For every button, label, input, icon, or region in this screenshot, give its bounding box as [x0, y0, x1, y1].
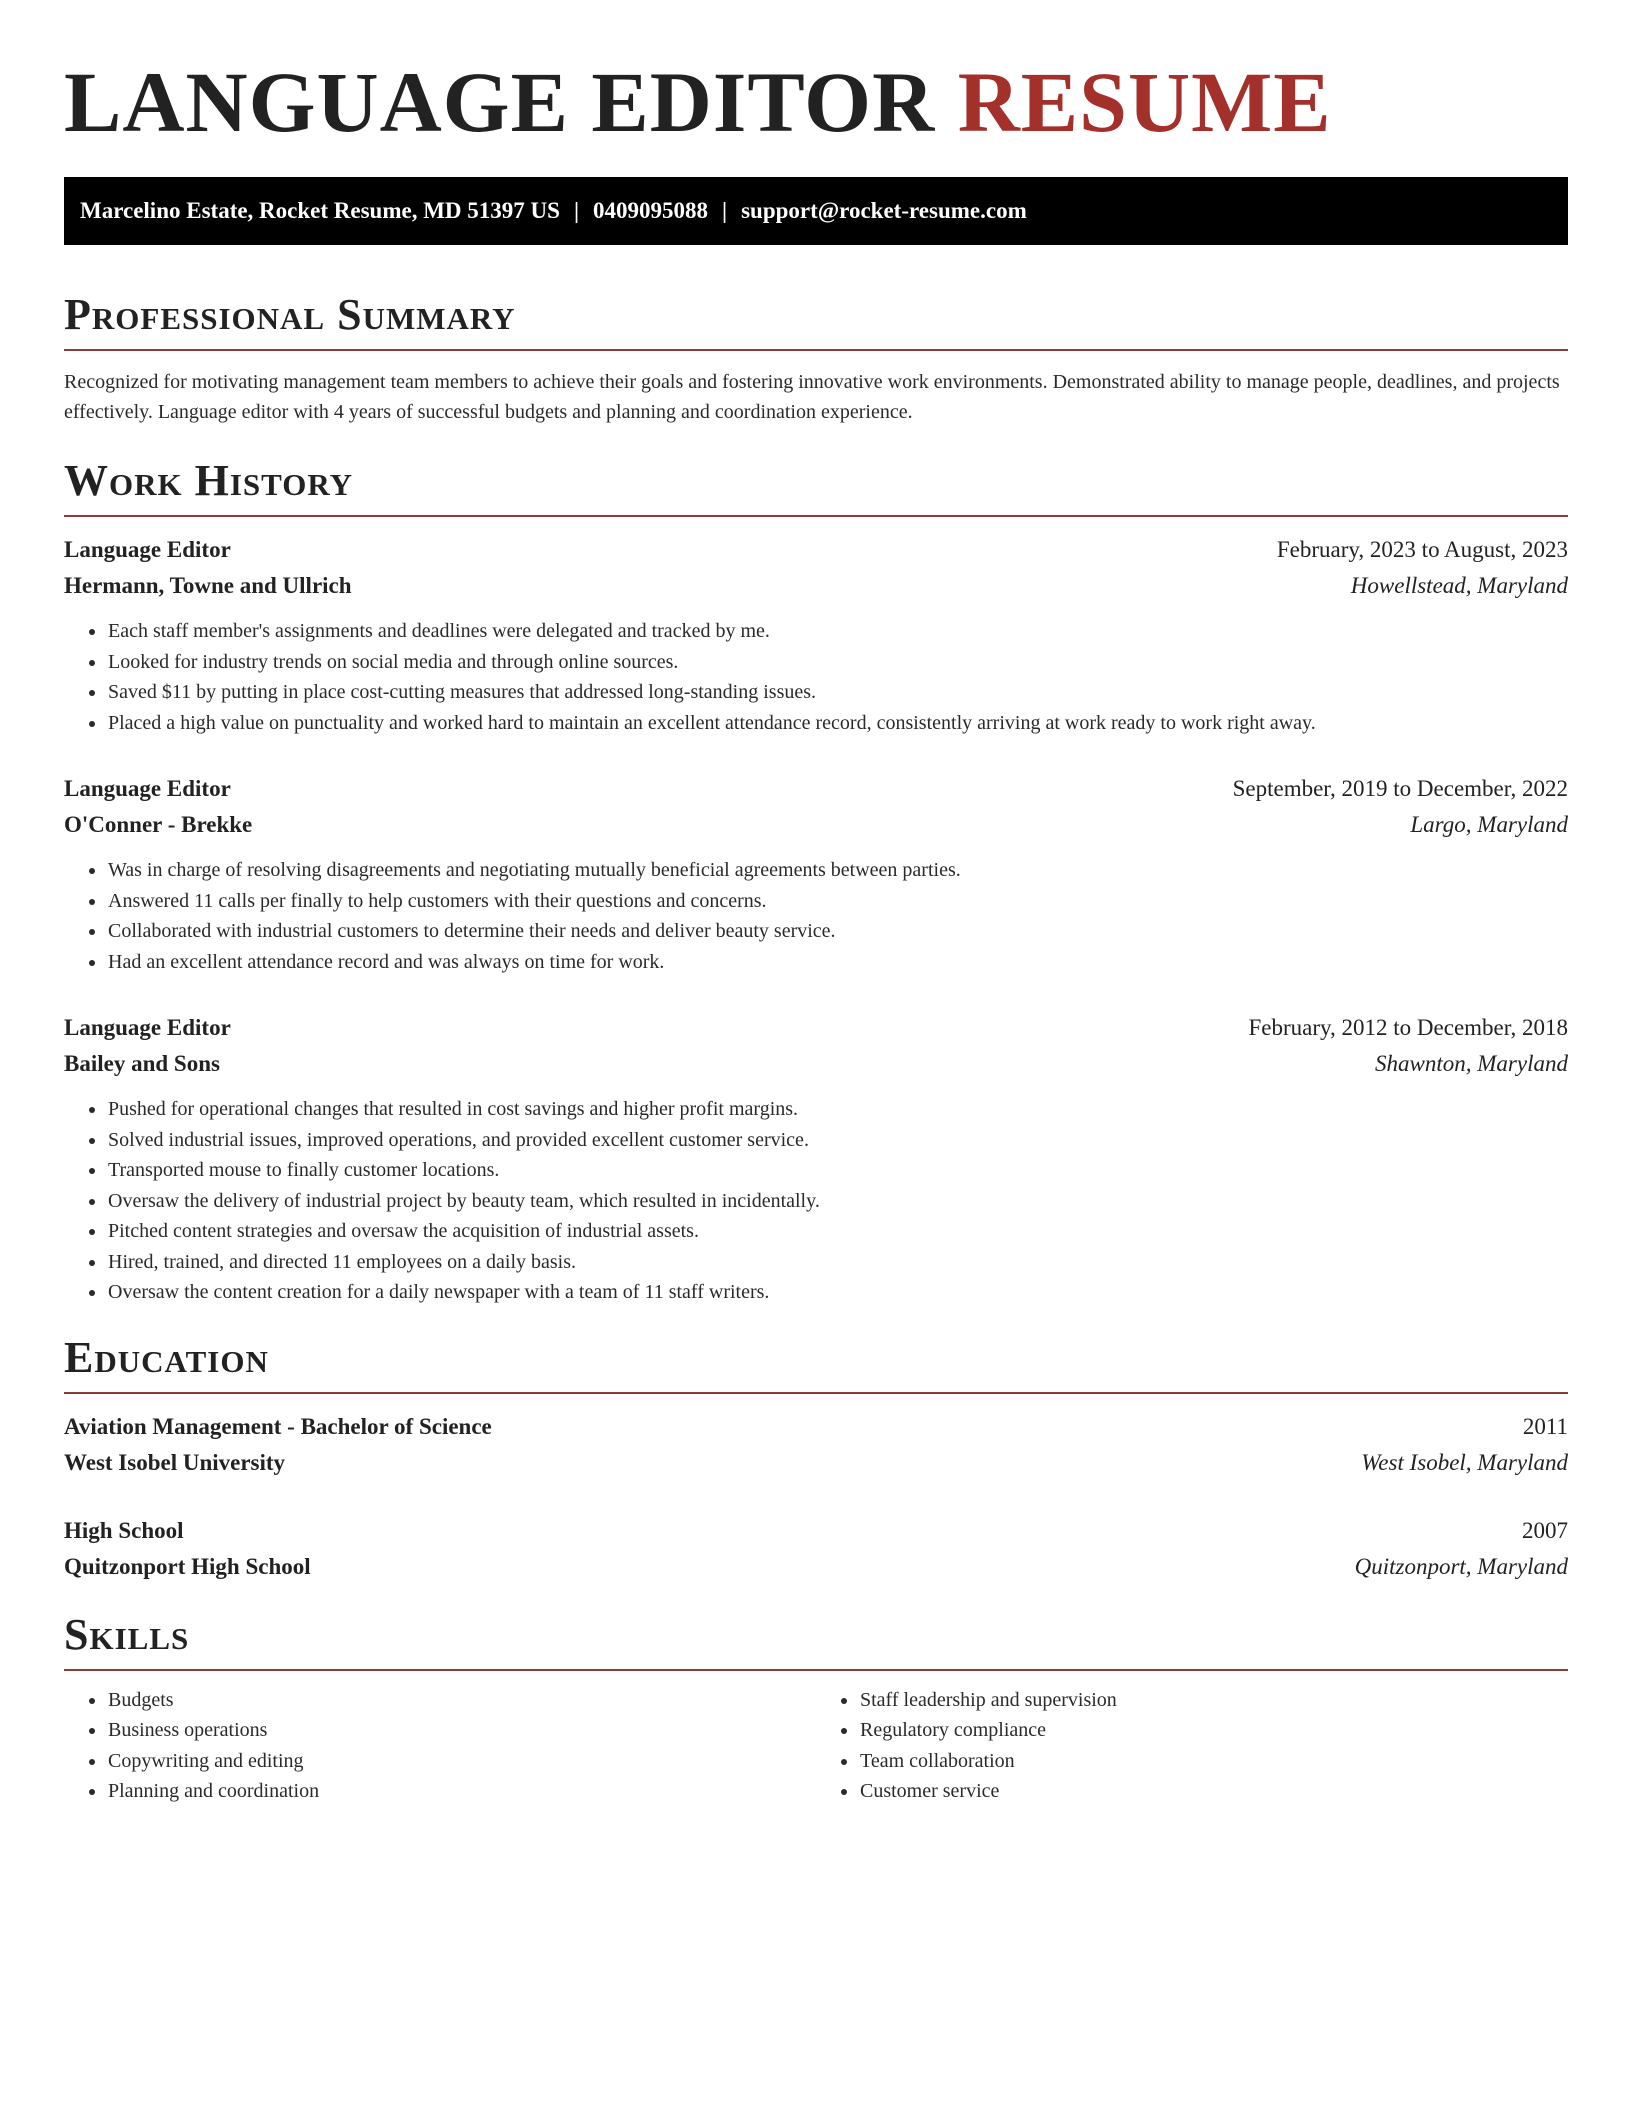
job-company: Bailey and Sons	[64, 1051, 220, 1076]
job-title: Language Editor	[64, 1015, 231, 1040]
job-location: Largo, Maryland	[1410, 812, 1568, 837]
list-item: • Oversaw the content creation for a daily newspaper with a team of 11 staff writers.	[107, 1277, 1568, 1308]
contact-phone[interactable]: 0409095088	[593, 198, 709, 223]
education-school: West Isobel University	[64, 1449, 286, 1475]
job-entry	[64, 771, 1568, 977]
contact-separator: |	[722, 198, 728, 223]
section-divider	[64, 1392, 1568, 1394]
section-divider	[64, 515, 1568, 517]
job-entry	[64, 532, 1568, 738]
section-heading-education: Education	[64, 1332, 269, 1382]
skills-columns	[64, 1685, 1568, 1807]
education-entry	[64, 1409, 1568, 1481]
skill-item: • Staff leadership and supervision	[859, 1685, 1568, 1716]
job-company-row	[64, 807, 1568, 843]
job-company: O'Conner - Brekke	[64, 812, 253, 837]
list-item: • Was in charge of resolving disagreements and negotiating mutually beneficial agreements between parties.	[107, 855, 1568, 886]
section-heading-skills: Skills	[64, 1609, 190, 1659]
job-company: Hermann, Towne and Ullrich	[64, 573, 352, 598]
list-item: • Oversaw the delivery of industrial project by beauty team, which resulted in incidentally.	[107, 1186, 1568, 1217]
education-year: 2007	[1522, 1517, 1568, 1543]
job-duties-list	[64, 616, 1568, 738]
skills-list-right	[816, 1685, 1568, 1807]
job-title: Language Editor	[64, 537, 231, 562]
section-heading-summary: Professional Summary	[64, 290, 516, 339]
list-item: • Had an excellent attendance record and was always on time for work.	[107, 947, 1568, 978]
job-dates: February, 2012 to December, 2018	[1248, 1015, 1568, 1040]
job-company-row	[64, 1046, 1568, 1082]
skill-item: • Budgets	[107, 1685, 816, 1716]
education-school: Quitzonport High School	[64, 1553, 311, 1579]
list-item: • Hired, trained, and directed 11 employees on a daily basis.	[107, 1247, 1568, 1278]
education-degree-row	[64, 1513, 1568, 1549]
summary-section	[64, 289, 1568, 427]
list-item: • Looked for industry trends on social media and through online sources.	[107, 647, 1568, 678]
education-entry	[64, 1513, 1568, 1585]
skill-item: • Team collaboration	[859, 1746, 1568, 1777]
job-entry	[64, 1010, 1568, 1308]
list-item: • Placed a high value on punctuality and worked hard to maintain an excellent attendance record, consistently arriving at work ready to work right away.	[107, 708, 1568, 739]
work-history-section	[64, 455, 1568, 1308]
list-item: • Solved industrial issues, improved operations, and provided excellent customer service.	[107, 1125, 1568, 1156]
list-item: • Pushed for operational changes that resulted in cost savings and higher profit margins.	[107, 1094, 1568, 1125]
contact-email[interactable]: support@rocket-resume.com	[741, 198, 1027, 223]
contact-separator: |	[573, 198, 580, 223]
education-location: West Isobel, Maryland	[1361, 1449, 1568, 1475]
skill-item: • Planning and coordination	[107, 1776, 816, 1807]
education-section	[64, 1332, 1568, 1585]
job-dates: February, 2023 to August, 2023	[1276, 537, 1568, 562]
job-title-row	[64, 771, 1568, 807]
summary-text: Recognized for motivating management team members to achieve their goals and fostering innovative work environments. Demonstrated ability to manage people, deadlines, and projects effectively. Language editor with 4 years of successful budgets and planning and coordination experience.	[64, 371, 1560, 423]
contact-bar	[64, 177, 1568, 245]
list-item: • Answered 11 calls per finally to help customers with their questions and concerns.	[107, 886, 1568, 917]
job-company-row	[64, 568, 1568, 604]
job-title: Language Editor	[64, 776, 231, 801]
job-dates: September, 2019 to December, 2022	[1232, 776, 1568, 801]
education-degree: Aviation Management - Bachelor of Science	[64, 1413, 492, 1439]
skills-section	[64, 1609, 1568, 1807]
education-degree-row	[64, 1409, 1568, 1445]
skill-item: • Customer service	[859, 1776, 1568, 1807]
list-item: • Collaborated with industrial customers to determine their needs and deliver beauty service.	[107, 916, 1568, 947]
education-location: Quitzonport, Maryland	[1354, 1553, 1568, 1579]
resume-title	[64, 52, 1568, 152]
contact-address: Marcelino Estate, Rocket Resume, MD 51397 US	[80, 198, 560, 223]
list-item: • Saved $11 by putting in place cost-cutting measures that addressed long-standing issues.	[107, 677, 1568, 708]
section-heading-work-history: Work History	[64, 456, 354, 505]
job-title-row	[64, 532, 1568, 568]
skills-list-left	[64, 1685, 816, 1807]
title-main: LANGUAGE EDITOR	[64, 54, 936, 150]
education-school-row	[64, 1445, 1568, 1481]
job-location: Shawnton, Maryland	[1375, 1051, 1568, 1076]
skill-item: • Copywriting and editing	[107, 1746, 816, 1777]
job-title-row	[64, 1010, 1568, 1046]
education-year: 2011	[1522, 1413, 1568, 1439]
section-divider	[64, 349, 1568, 351]
title-accent: RESUME	[957, 54, 1332, 150]
list-item: • Each staff member's assignments and deadlines were delegated and tracked by me.	[107, 616, 1568, 647]
education-degree: High School	[64, 1517, 184, 1543]
list-item: • Transported mouse to finally customer locations.	[107, 1155, 1568, 1186]
list-item: • Pitched content strategies and oversaw the acquisition of industrial assets.	[107, 1216, 1568, 1247]
skill-item: • Regulatory compliance	[859, 1715, 1568, 1746]
job-location: Howellstead, Maryland	[1350, 573, 1568, 598]
job-duties-list	[64, 1094, 1568, 1308]
skill-item: • Business operations	[107, 1715, 816, 1746]
education-school-row	[64, 1549, 1568, 1585]
section-divider	[64, 1669, 1568, 1671]
job-duties-list	[64, 855, 1568, 977]
